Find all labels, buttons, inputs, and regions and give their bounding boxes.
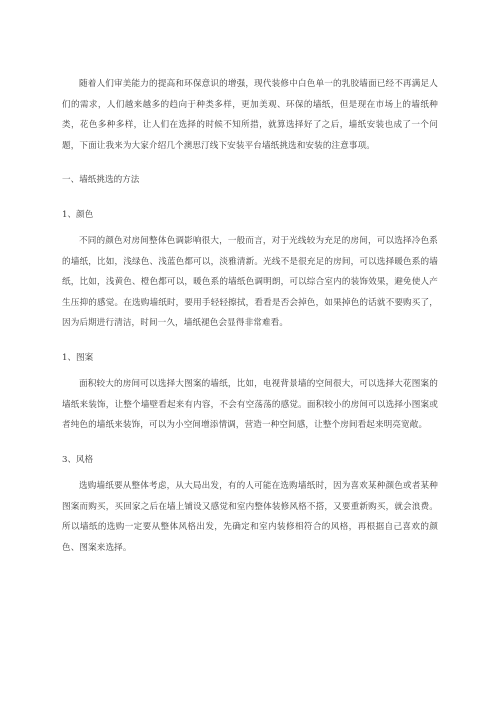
- spacer: [62, 156, 438, 170]
- section-heading: 一、墙纸挑选的方法: [62, 175, 140, 185]
- subsection-heading-style: 3、风格: [62, 454, 94, 465]
- spacer: [62, 191, 438, 205]
- subsection-body-color: 不同的颜色对房间整体色调影响很大，一般而言，对于光线较为充足的房间，可以选择冷色系的墙纸，比如，浅绿色、浅蓝色都可以，淡雅清新。光线不是很充足的房间，可以选择暖色系的墙纸，比如，浅黄色、橙色都可以，暖色系的墙纸色调明朗，可以综合室内的装饰效果，避免使人产生压抑的感觉。在选购墙纸时，要用手轻轻擦拭，看看是否会掉色，如果掉色的话就不要购买了，因为后期进行清洁，时间一久，墙纸褪色会显得非常难看。: [62, 236, 438, 328]
- subsection-heading-pattern: 1、图案: [62, 352, 94, 363]
- subsection-heading-color: 1、颜色: [62, 209, 94, 220]
- intro-paragraph: 随着人们审美能力的提高和环保意识的增强，现代装修中白色单一的乳胶墙面已经不再满足人们的需求，人们越来越多的趋向于种类多样，更加美观、环保的墙纸，但是现在市场上的墙纸种类，花色多种多样，让人们在选择的时候不知所措，就算选择好了之后，墙纸安装也成了一个问题，下面让我来为大家介绍几个澳思汀线下安装平台墙纸挑选和安装的注意事项。: [62, 79, 438, 151]
- spacer: [62, 436, 438, 450]
- subsection-body-style: 选购墙纸要从整体考虑，从大局出发，有的人可能在选购墙纸时，因为喜欢某种颜色或者某种图案而购买，买回家之后在墙上铺设又感觉和室内整体装修风格不搭，又要重新购买，就会浪费。所以墙纸的选购一定要从整体风格出发，先确定和室内装修相符合的风格，再根据自己喜欢的颜色、图案来选择。: [62, 481, 438, 553]
- subsection-body-pattern: 面积较大的房间可以选择大图案的墙纸，比如，电视背景墙的空间很大，可以选择大花图案的墙纸来装饰，让整个墙壁看起来有内容，不会有空荡荡的感觉。面积较小的房间可以选择小图案或者纯色的墙纸来装饰，可以为小空间增添情调，营造一种空间感，让整个房间看起来明亮宽敞。: [62, 379, 438, 430]
- document-page: [62, 74, 438, 558]
- spacer: [62, 334, 438, 348]
